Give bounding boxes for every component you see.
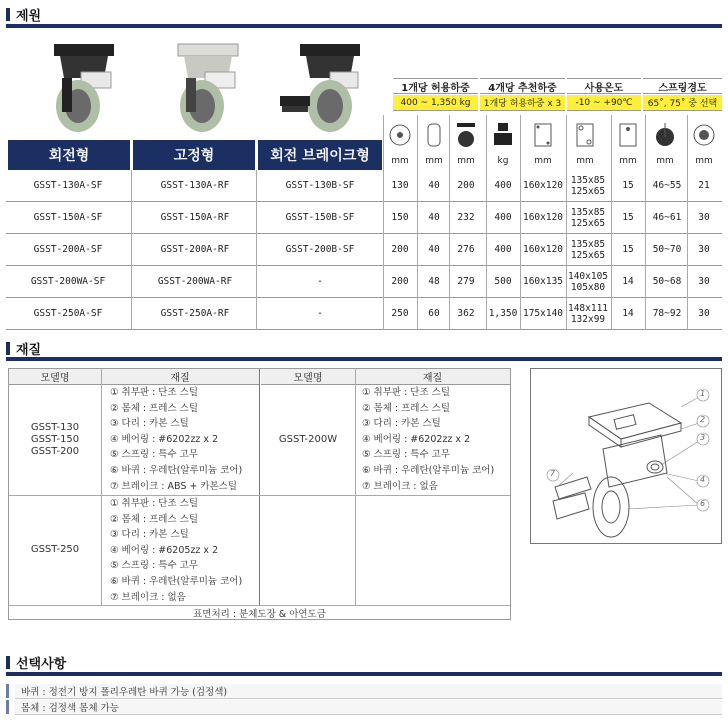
spec-value: 135x85 125x65 <box>570 238 606 261</box>
spec-value: 200 <box>391 244 409 255</box>
unit-label: mm <box>695 156 713 166</box>
section-title: 재질 <box>16 342 42 358</box>
section-divider <box>6 24 722 28</box>
surface-treatment: 표면처리 : 분체도장 & 아연도금 <box>193 609 326 620</box>
unit-label: mm <box>457 156 475 166</box>
material-list-2 <box>362 385 494 494</box>
bolt-hole-icon <box>613 118 643 152</box>
fixed-model: GSST-250A-RF <box>160 308 230 319</box>
spec-value: 160x120 <box>522 212 564 223</box>
section-title: 선택사항 <box>16 656 67 672</box>
material-item: ⑦ 브레이크 : 없음 <box>362 480 438 492</box>
row-divider <box>9 495 510 496</box>
fixed-model: GSST-200WA-RF <box>157 276 233 287</box>
brake-model: GSST-200B-SF <box>285 244 355 255</box>
model-column-header: 모델명 <box>261 369 355 385</box>
spec-header-load: 1개당 허용하중 <box>393 78 478 94</box>
material-item: ① 취부판 : 단조 스틸 <box>110 387 199 398</box>
spec-value: 130 <box>391 180 409 191</box>
unit-label: mm <box>425 156 443 166</box>
material-section-header <box>6 338 41 358</box>
swivel-model: GSST-250A-SF <box>33 308 103 319</box>
grid-line <box>417 115 418 330</box>
wheel-width-icon <box>419 118 449 152</box>
material-item: ⑦ 브레이크 : 없음 <box>110 591 186 603</box>
swivel-model: GSST-130A-SF <box>33 180 103 191</box>
option-item <box>15 700 722 715</box>
material-item: ② 몸체 : 프레스 스틸 <box>110 513 199 525</box>
grid-line <box>383 115 384 330</box>
spec-value: 362 <box>457 308 475 319</box>
material-item: ④ 베어링 : #6202zz x 2 <box>110 433 219 445</box>
table-row <box>6 266 722 298</box>
load-weight-icon <box>488 118 518 152</box>
diagram-callout-7: 7 <box>550 469 556 478</box>
fixed-model: GSST-150A-RF <box>160 212 230 223</box>
wheel-diameter-icon <box>385 118 415 152</box>
spec-value-temp: -10 ~ +90℃ <box>567 95 641 111</box>
spec-value: 400 <box>494 212 512 223</box>
options-section-header <box>6 652 66 672</box>
option-marker <box>6 684 9 698</box>
diagram-callout-2: 2 <box>700 415 706 424</box>
grid-line <box>520 115 521 330</box>
spec-value: 160x120 <box>522 244 564 255</box>
spec-value: 50~70 <box>652 244 682 255</box>
spec-value: 200 <box>457 180 475 191</box>
material-item: ⑦ 브레이크 : ABS + 카본스틸 <box>110 480 238 492</box>
spec-value: 160x135 <box>522 276 564 287</box>
swivel-caster-image <box>26 38 144 138</box>
spec-value: 30 <box>698 276 710 287</box>
section-divider <box>6 672 722 676</box>
spec-value: 140x105 105x80 <box>567 270 609 293</box>
spec-value: 46~61 <box>652 212 682 223</box>
spec-value: 175x140 <box>522 308 564 319</box>
model-group-1: GSST-130 GSST-150 GSST-200 <box>30 422 80 457</box>
grid-line <box>566 115 567 330</box>
plate-size-icon <box>528 118 558 152</box>
material-item: ① 취부판 : 단조 스틸 <box>362 387 451 398</box>
material-item: ⑤ 스프링 : 특수 고무 <box>110 560 199 572</box>
unit-label: mm <box>576 156 594 166</box>
brake-model: GSST-130B-SF <box>285 180 355 191</box>
brake-model: GSST-150B-SF <box>285 212 355 223</box>
diagram-callout-1: 1 <box>700 389 706 398</box>
grid-line <box>256 170 257 330</box>
section-bar <box>6 342 10 355</box>
spec-value: 400 <box>494 180 512 191</box>
diagram-callout-3: 3 <box>700 433 706 442</box>
height-icon <box>451 118 481 152</box>
spec-value: 21 <box>698 180 710 191</box>
spec-value: 60 <box>428 308 440 319</box>
spec-value: 78~92 <box>652 308 682 319</box>
option-marker <box>6 700 9 714</box>
type-swivel-header: 회전형 <box>8 140 130 170</box>
model-group-2: GSST-200W <box>278 434 338 445</box>
table-row <box>6 202 722 234</box>
spec-value-spring: 65˚, 75˚ 중 선택 <box>643 95 722 111</box>
bolt-pitch-icon <box>570 118 600 152</box>
swivel-model: GSST-200WA-SF <box>30 276 106 287</box>
grid-line <box>611 115 612 330</box>
spec-value: 14 <box>622 276 634 287</box>
spec-header-temp: 사용온도 <box>567 78 641 94</box>
unit-label: mm <box>391 156 409 166</box>
spec-value: 279 <box>457 276 475 287</box>
spec-value: 40 <box>428 244 440 255</box>
spec-value-load: 400 ~ 1,350 kg <box>393 95 478 111</box>
material-item: ③ 다리 : 카본 스틸 <box>110 529 189 541</box>
fixed-caster-image <box>150 38 268 138</box>
section-title: 제원 <box>16 8 42 24</box>
spec-value: 276 <box>457 244 475 255</box>
material-item: ① 취부판 : 단조 스틸 <box>110 498 199 509</box>
spec-value: 30 <box>698 244 710 255</box>
spec-value: 40 <box>428 180 440 191</box>
fixed-model: GSST-130A-RF <box>160 180 230 191</box>
spec-value: 232 <box>457 212 475 223</box>
type-fixed-header: 고정형 <box>133 140 255 170</box>
section-divider <box>6 357 722 361</box>
section-bar <box>6 8 10 21</box>
fixed-model: GSST-200A-RF <box>160 244 230 255</box>
grid-line <box>101 369 102 605</box>
spec-header-recommend: 4개당 추천하중 <box>480 78 565 94</box>
type-brake-header: 회전 브레이크형 <box>258 140 382 170</box>
spec-value: 14 <box>622 308 634 319</box>
spec-value: 500 <box>494 276 512 287</box>
material-item: ② 몸체 : 프레스 스틸 <box>110 402 199 414</box>
table-row <box>6 234 722 266</box>
spec-value: 135x85 125x65 <box>570 174 606 197</box>
spec-value: 48 <box>428 276 440 287</box>
diagram-callout-6: 6 <box>700 499 706 508</box>
spec-value: 50~68 <box>652 276 682 287</box>
spec-value: 46~55 <box>652 180 682 191</box>
spec-value: 30 <box>698 308 710 319</box>
unit-label: mm <box>619 156 637 166</box>
spec-value: 15 <box>622 180 634 191</box>
offset-icon <box>650 118 680 152</box>
section-bar <box>6 656 10 669</box>
material-item: ⑥ 바퀴 : 우레탄(알루미늄 코어) <box>110 464 243 476</box>
spec-value: 400 <box>494 244 512 255</box>
brake-caster-image <box>272 38 390 138</box>
grid-line <box>486 115 487 330</box>
grid-line <box>645 115 646 330</box>
spec-value: 40 <box>428 212 440 223</box>
material-column-header: 재질 <box>355 369 510 385</box>
model-group-3: GSST-250 <box>30 544 80 555</box>
material-item: ⑥ 바퀴 : 우레탄(알루미늄 코어) <box>110 575 243 587</box>
spec-header-spring: 스프링경도 <box>643 78 722 94</box>
unit-label: kg <box>497 156 509 166</box>
grid-line <box>687 115 688 330</box>
material-item: ④ 베어링 : #6202zz x 2 <box>362 433 471 445</box>
spec-value: 15 <box>622 244 634 255</box>
option-text: 바퀴 : 정전기 방지 폴리우레탄 바퀴 가능 (검정색) <box>21 687 228 698</box>
spec-value: 160x120 <box>522 180 564 191</box>
spec-value: 250 <box>391 308 409 319</box>
spec-value: 15 <box>622 212 634 223</box>
grid-line <box>131 170 132 330</box>
table-row <box>6 170 722 202</box>
material-item: ⑤ 스프링 : 특수 고무 <box>110 449 199 461</box>
material-item: ② 몸체 : 프레스 스틸 <box>362 402 451 414</box>
spec-value: 1,350 <box>488 308 518 319</box>
swivel-model: GSST-150A-SF <box>33 212 103 223</box>
brake-model: - <box>317 308 323 319</box>
unit-label: mm <box>534 156 552 166</box>
material-list-3 <box>110 496 242 605</box>
brake-model: - <box>317 276 323 287</box>
unit-label: mm <box>656 156 674 166</box>
material-item: ③ 다리 : 카본 스틸 <box>362 418 441 430</box>
material-column-header: 재질 <box>101 369 259 385</box>
grid-line <box>355 369 356 605</box>
swivel-model: GSST-200A-SF <box>33 244 103 255</box>
spec-value: 150 <box>391 212 409 223</box>
grid-line <box>259 369 260 605</box>
material-item: ⑥ 바퀴 : 우레탄(알루미늄 코어) <box>362 464 495 476</box>
caster-diagram <box>530 368 722 544</box>
material-item: ③ 다리 : 카본 스틸 <box>110 418 189 430</box>
table-row <box>6 298 722 330</box>
spec-value: 200 <box>391 276 409 287</box>
swivel-radius-icon <box>689 118 719 152</box>
spec-section-header <box>6 4 41 24</box>
option-item <box>15 684 722 699</box>
grid-line <box>449 115 450 330</box>
material-item: ⑤ 스프링 : 특수 고무 <box>362 449 451 461</box>
spec-value: 30 <box>698 212 710 223</box>
spec-value-recommend: 1개당 허용하중 x 3 <box>480 95 565 111</box>
material-list-1 <box>110 385 242 494</box>
material-item: ④ 베어링 : #6205zz x 2 <box>110 544 219 556</box>
model-column-header: 모델명 <box>9 369 101 385</box>
spec-value: 148x111 132x99 <box>567 302 609 325</box>
diagram-callout-4: 4 <box>700 475 706 484</box>
spec-value: 135x85 125x65 <box>570 206 606 229</box>
option-text: 몸체 : 검정색 몸체 가능 <box>21 703 119 714</box>
